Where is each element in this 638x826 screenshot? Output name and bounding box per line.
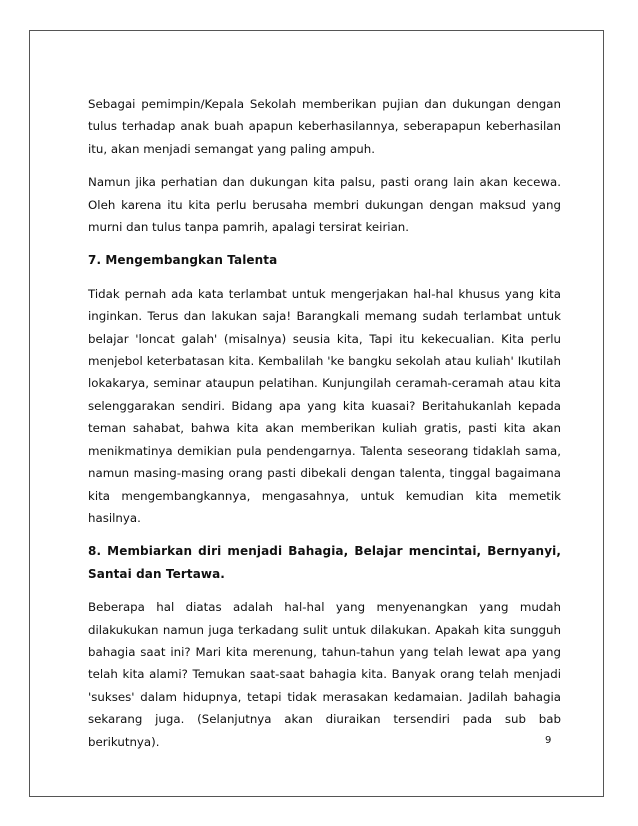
page-number: 9	[545, 735, 552, 746]
paragraph-praise: Sebagai pemimpin/Kepala Sekolah memberikan pujian dan dukungan dengan tulus terhadap anak buah apapun keberhasilannya, seberapapun keberhasilan itu, akan menjadi semangat yang paling ampuh.	[88, 97, 561, 156]
paragraph-sincere-support: Namun jika perhatian dan dukungan kita palsu, pasti orang lain akan kecewa. Oleh karena itu kita perlu berusaha membri dukungan dengan maksud yang murni dan tulus tanpa pamrih, apalagi tersirat keirian.	[88, 175, 561, 235]
paragraph-happiness: Beberapa hal diatas adalah hal-hal yang menyenangkan yang mudah dilakukukan namun juga terkadang sulit untuk dilakukan. Apakah kita sungguh bahagia saat ini? Mari kita merenung, tahun-tahun yang telah lewat apa yang telah kita alami? Temukan saat-saat bahagia kita. Banyak orang telah menjadi 'sukses' dalam hidupnya, tetapi tidak merasakan kedamaian. Jadilah bahagia sekarang juga. (Selanjutnya akan diuraikan tersendiri pada sub bab berikutnya).	[88, 600, 561, 749]
section-heading-talent: 7. Mengembangkan Talenta	[88, 253, 278, 268]
paragraph-talent: Tidak pernah ada kata terlambat untuk mengerjakan hal-hal khusus yang kita inginkan. Terus dan lakukan saja! Barangkali memang sudah terlambat untuk belajar 'loncat galah' (misalnya) seusia kita, Tapi itu kekecualian. Kita perlu menjebol keterbatasan kita. Kembalilah 'ke bangku sekolah atau kuliah' Ikutilah lokakarya, seminar ataupun pelatihan. Kunjungilah ceramah-ceramah atau kita selenggarakan sendiri. Bidang apa yang kita kuasai? Beritahukanlah kepada teman sahabat, bahwa kita akan memberikan kuliah gratis, pasti kita akan menikmatinya demikian pula pendengarnya. Talenta seseorang tidaklah sama, namun masing-masing orang pasti dibekali dengan talenta, tinggal bagaimana kita mengembangkannya, mengasahnya, untuk kemudian kita memetik hasilnya.	[88, 286, 561, 525]
section-heading-happiness: 8. Membiarkan diri menjadi Bahagia, Belajar mencintai, Bernyanyi, Santai dan Tertawa.	[88, 544, 561, 581]
document-body	[88, 93, 561, 764]
